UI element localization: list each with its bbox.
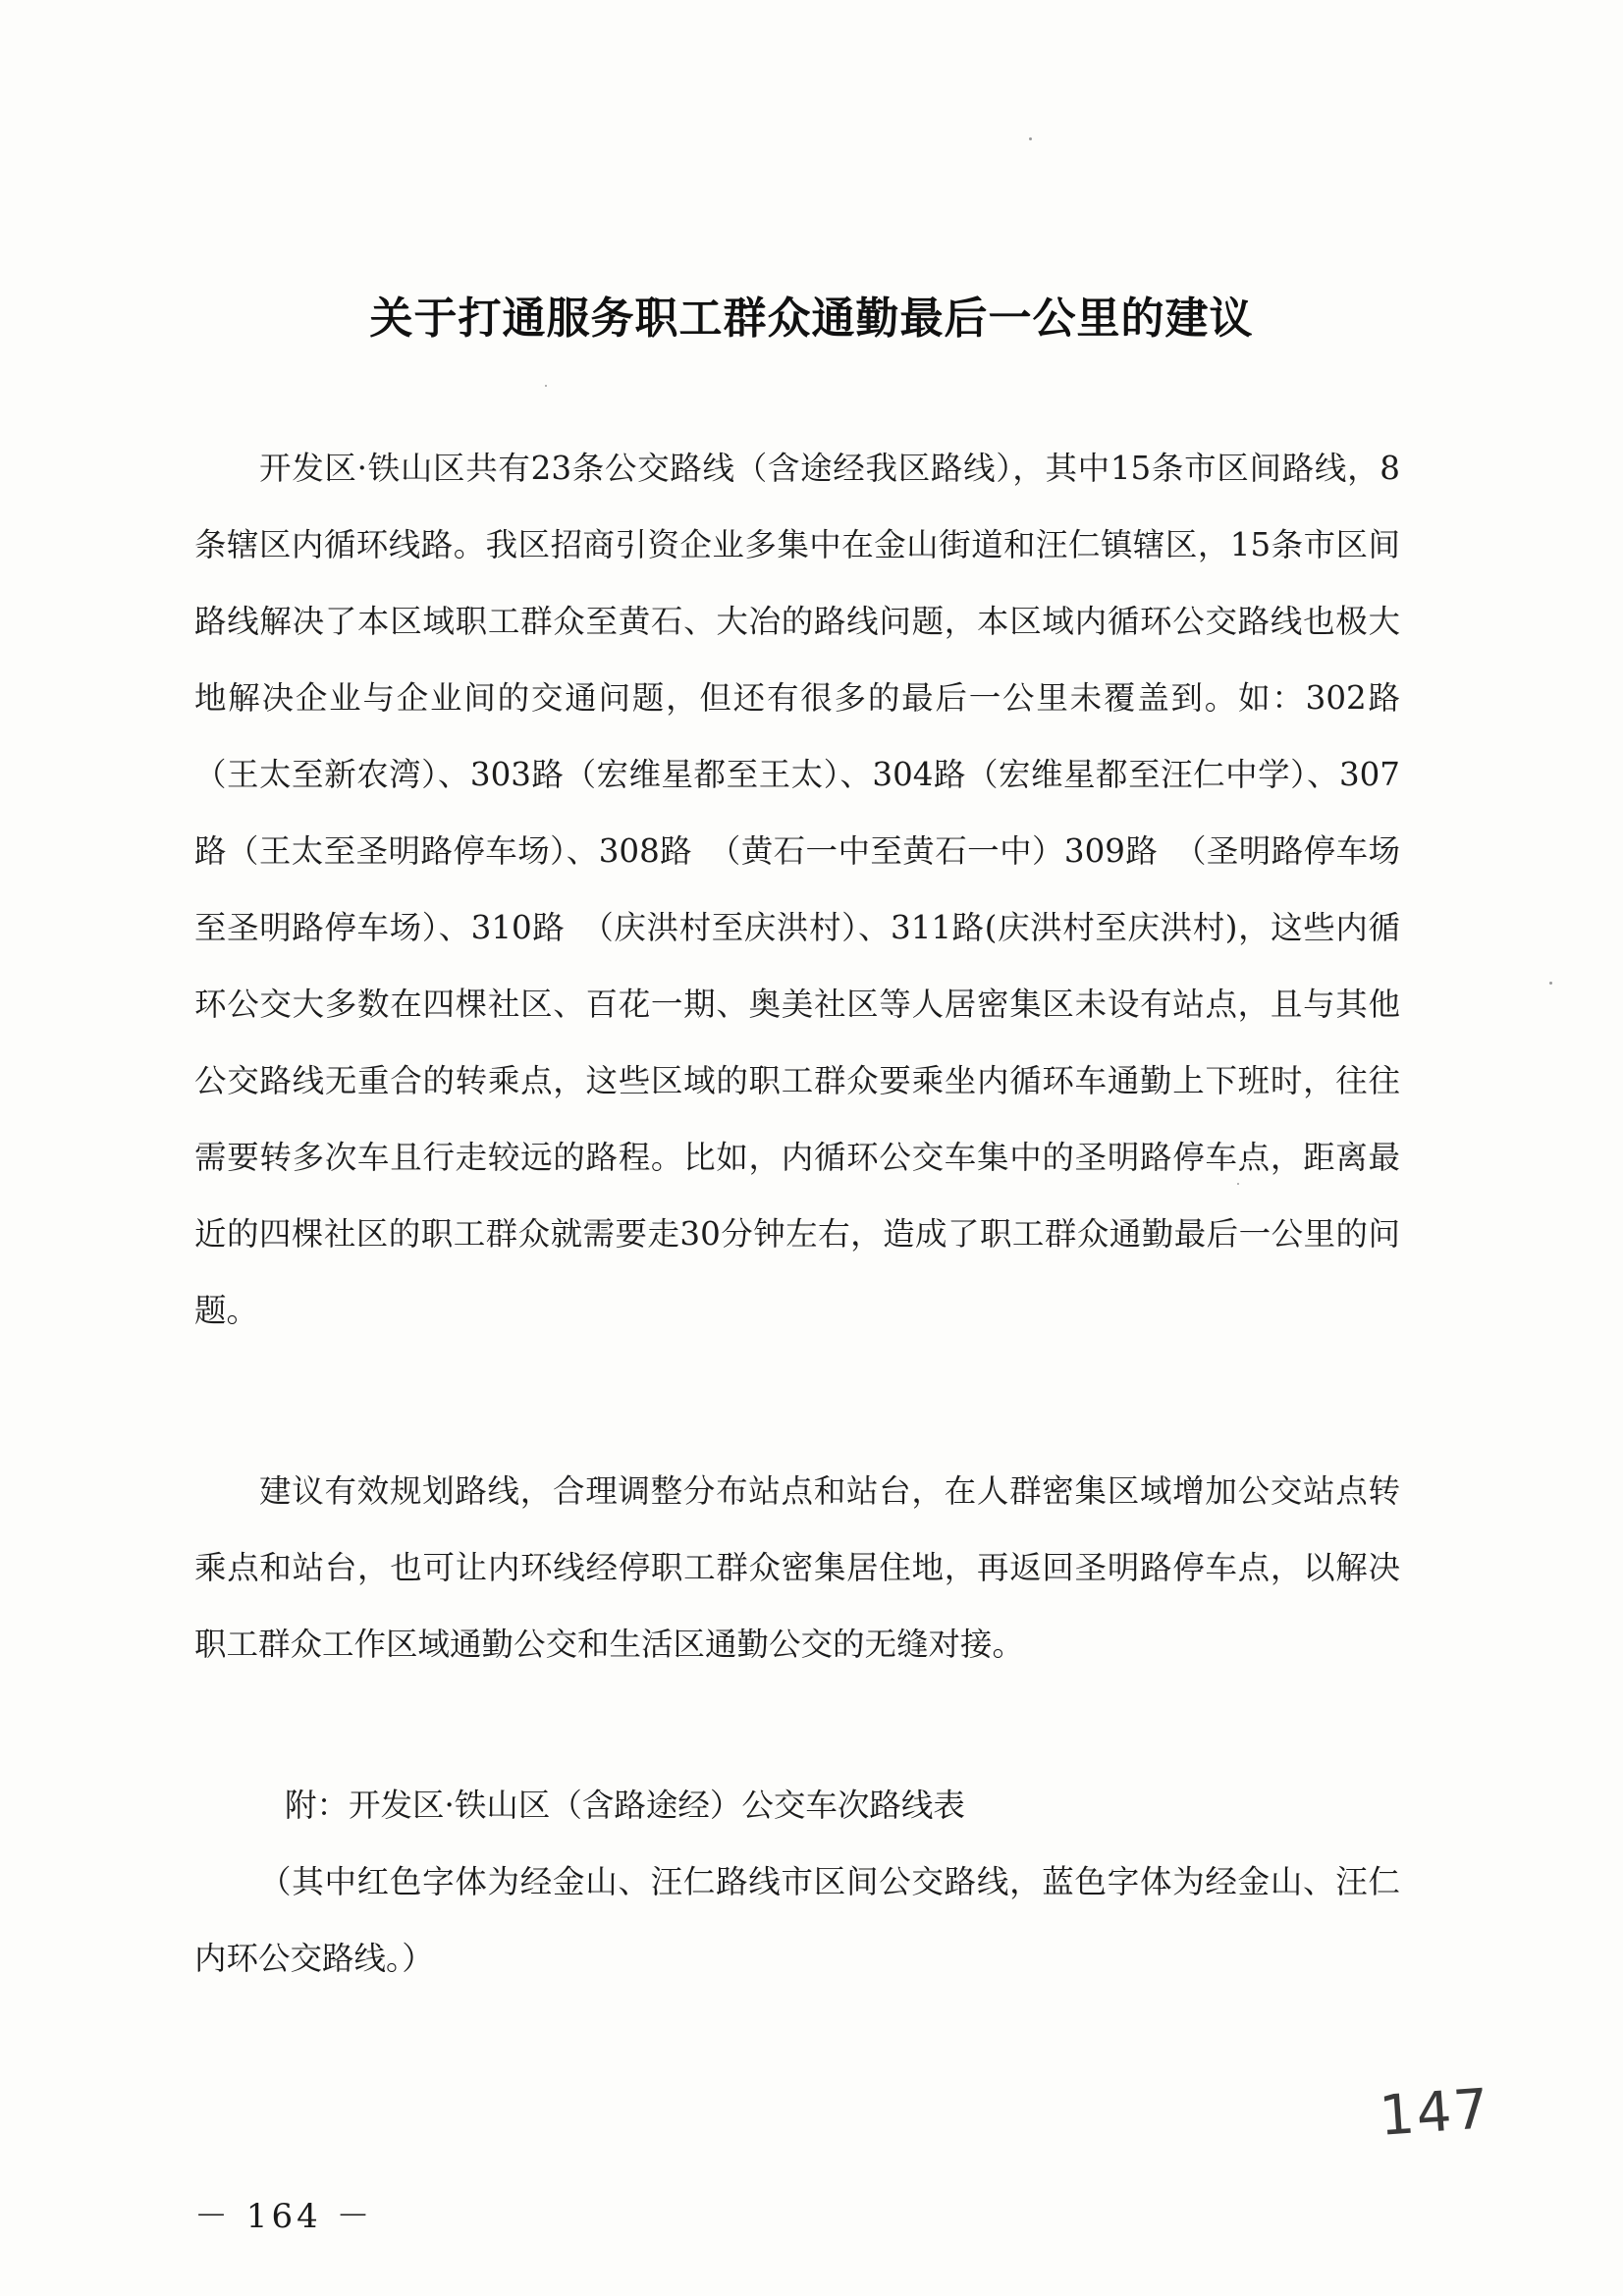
body-paragraph-2: 建议有效规划路线，合理调整分布站点和站台，在人群密集区域增加公交站点转乘点和站台，也可让内环线经停职工群众密集居住地，再返回圣明路停车点，以解决职工群众工作区域通勤公交和生活区通勤公交的无缝对接。 [194,1472,1400,1663]
attachment-note: （其中红色字体为经金山、汪仁路线市区间公交路线，蓝色字体为经金山、汪仁内环公交路线。） [194,1863,1400,1977]
page-number: － 164 － [194,2197,374,2236]
scan-speck [1237,1183,1239,1185]
scan-speck [545,385,547,387]
body-paragraph-1: 开发区·铁山区共有23条公交路线（含途经我区路线），其中15条市区间路线，8条辖区内循环线路。我区招商引资企业多集中在金山街道和汪仁镇辖区，15条市区间路线解决了本区域职工群众至黄石、大冶的路线问题，本区域内循环公交路线也极大地解决企业与企业间的交通问题，但还有很多的最后一公里未覆盖到。如：302路（王太至新农湾）、303路（宏维星都至王太）、304路（宏维星都至汪仁中学）、307路（王太至圣明路停车场）、308路 （黄石一中至黄石一中）309路 （圣明路停车场至圣明路停车场）、310路 （庆洪村至庆洪村）、311路(庆洪村至庆洪村)，这些内循环公交大多数在四棵社区、百花一期、奥美社区等人居密集区未设有站点，且与其他公交路线无重合的转乘点，这些区域的职工群众要乘坐内循环车通勤上下班时，往往需要转多次车且行走较远的路程。比如，内循环公交车集中的圣明路停车点，距离最近的四棵社区的职工群众就需要走30分钟左右，造成了职工群众通勤最后一公里的问题。 [194,450,1400,1329]
scan-speck [1549,982,1552,985]
scan-speck [1029,137,1032,140]
document-title: 关于打通服务职工群众通勤最后一公里的建议 [369,294,1254,344]
attachment-line: 附：开发区·铁山区（含路途经）公交车次路线表 [285,1787,965,1824]
handwritten-page-mark: 147 [1377,2077,1493,2149]
